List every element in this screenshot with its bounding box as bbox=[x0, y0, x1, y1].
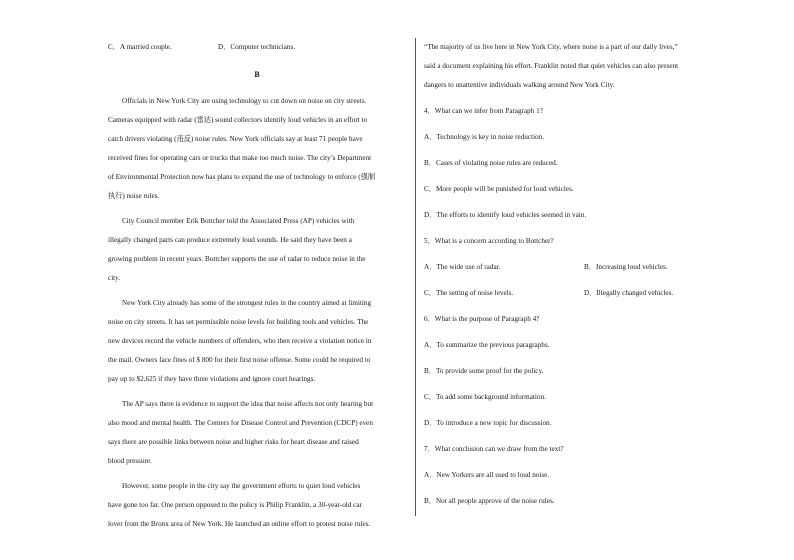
text-line: also mood and mental health. The Centers for Disease Control and Prevention (CDCP) even bbox=[108, 419, 373, 427]
text-line: have gone too far. One person opposed to the policy is Philip Franklin, a 30-year-old car bbox=[108, 501, 362, 509]
left-column bbox=[108, 38, 406, 534]
top-options-row bbox=[108, 38, 406, 57]
text-line: new devices record the vehicle numbers of offenders, who then receive a violation notice in bbox=[108, 337, 372, 345]
text-line: received fines for operating cars or trucks that make too much noise. The city’s Department bbox=[108, 154, 372, 162]
text-line: “The majority of us live here in New York City, where noise is a part of our daily lives,” bbox=[424, 43, 678, 51]
options-row bbox=[424, 258, 714, 277]
question-text: 7．What conclusion can we draw from the text? bbox=[424, 445, 564, 453]
option-c[interactable]: C．To add some background information. bbox=[424, 393, 546, 401]
text-line: lover from the Bronx area of New York. He launched an online effort to protest noise rules. bbox=[108, 520, 371, 528]
text-line: However, some people in the city say the government efforts to quiet loud vehicles bbox=[122, 482, 361, 490]
paragraph-1 bbox=[108, 92, 406, 206]
question-text: 6．What is the purpose of Paragraph 4? bbox=[424, 315, 540, 323]
text-line: the mail. Owners face fines of $ 800 for their first noise offense. Some could be required to bbox=[108, 356, 371, 364]
text-line: blood pressure. bbox=[108, 457, 152, 465]
quote-paragraph bbox=[424, 38, 714, 95]
text-line: catch drivers violating (违反) noise rules. New York officials say at least 71 people have bbox=[108, 135, 363, 143]
text-line: says there are possible links between noise and higher risks for heart disease and raised bbox=[108, 438, 359, 446]
option-a[interactable]: A．New Yorkers are all used to loud noise. bbox=[424, 471, 550, 479]
option-d[interactable]: D．Illegally changed vehicles. bbox=[584, 289, 674, 297]
paragraph-3 bbox=[108, 294, 406, 389]
option-d[interactable]: D．To introduce a new topic for discussion. bbox=[424, 419, 552, 427]
question-text: 4．What can we infer from Paragraph 1? bbox=[424, 107, 543, 115]
right-column bbox=[424, 38, 714, 511]
text-line: dangers to unattentive individuals walking around New York City. bbox=[424, 81, 615, 89]
paragraph-4 bbox=[108, 395, 406, 471]
option-b[interactable]: B．To provide some proof for the policy. bbox=[424, 367, 544, 375]
question-7 bbox=[424, 440, 714, 511]
text-line: said a document explaining his effort. Franklin noted that quiet vehicles can also present bbox=[424, 62, 679, 70]
text-line: City Council member Erik Bottcher told the Associated Press (AP) vehicles with bbox=[122, 217, 355, 225]
option-a[interactable]: A．To summarize the previous paragraphs. bbox=[424, 341, 550, 349]
option-d[interactable]: D．The efforts to identify loud vehicles seemed in vain. bbox=[424, 211, 587, 219]
text-line: Cameras equipped with radar (雷达) sound collectors identify loud vehicles in an effort to bbox=[108, 116, 368, 124]
option-c[interactable]: C．The setting of noise levels. bbox=[424, 289, 514, 297]
paragraph-2 bbox=[108, 212, 406, 288]
option-c[interactable]: C．More people will be punished for loud vehicles. bbox=[424, 185, 574, 193]
text-line: of Environmental Protection now has plans to expand the use of technology to enforce (强制 bbox=[108, 173, 376, 181]
question-5 bbox=[424, 232, 714, 303]
question-text: 5．What is a concern according to Bottcher? bbox=[424, 237, 554, 245]
option-c: C．A married couple. bbox=[108, 43, 172, 51]
option-a[interactable]: A．Technology is key in noise reduction. bbox=[424, 133, 545, 141]
text-line: New York City already has some of the strongest rules in the country aimed at limiting bbox=[122, 299, 372, 307]
text-line: illegally changed parts can produce extremely loud sounds. He said they have been a bbox=[108, 236, 352, 244]
question-4 bbox=[424, 102, 714, 225]
section-title: B bbox=[254, 70, 260, 79]
option-a[interactable]: A．The wide use of radar. bbox=[424, 263, 501, 271]
option-b[interactable]: B．Not all people approve of the noise rules. bbox=[424, 497, 555, 505]
text-line: pay up to $2,625 if they have three violations and ignore court hearings. bbox=[108, 375, 316, 383]
column-divider bbox=[415, 38, 416, 516]
text-line: Officials in New York City are using technology to cut down on noise on city streets. bbox=[122, 97, 367, 105]
option-b[interactable]: B．Cases of violating noise rules are reduced. bbox=[424, 159, 558, 167]
paragraph-5 bbox=[108, 477, 406, 534]
text-line: 执行) noise rules. bbox=[108, 192, 160, 200]
text-line: noise on city streets. It has set permissible noise levels for building tools and vehicles. The bbox=[108, 318, 369, 326]
option-b[interactable]: B．Increasing loud vehicles. bbox=[584, 263, 668, 271]
text-line: The AP says there is evidence to support the idea that noise affects not only hearing but bbox=[122, 400, 374, 408]
text-line: city. bbox=[108, 274, 121, 282]
question-6 bbox=[424, 310, 714, 433]
text-line: growing problem in recent years. Bottcher supports the use of radar to reduce noise in the bbox=[108, 255, 366, 263]
option-d: D．Computer technicians. bbox=[218, 43, 296, 51]
options-row bbox=[424, 284, 714, 303]
